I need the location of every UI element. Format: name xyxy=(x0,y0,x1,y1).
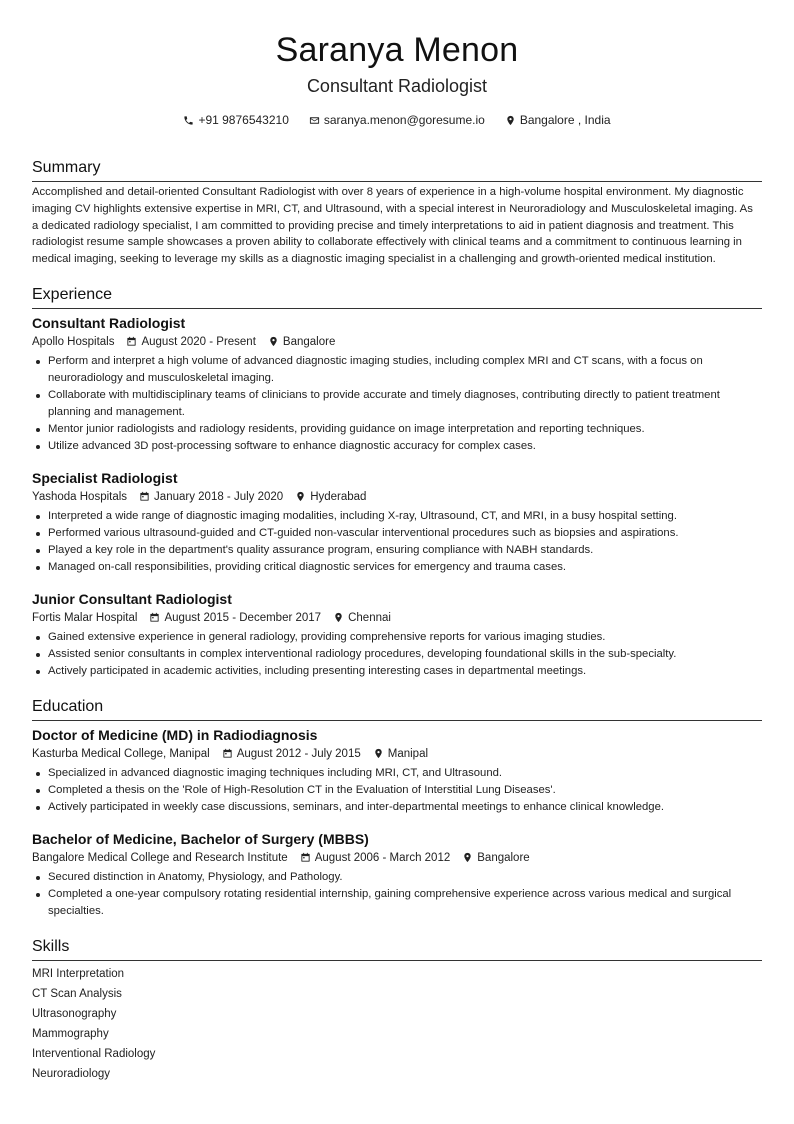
email-text: saranya.menon@goresume.io xyxy=(323,113,485,127)
contact-email[interactable] xyxy=(309,112,485,128)
institution: Kasturba Medical College, Manipal xyxy=(32,747,210,760)
location-text: Manipal xyxy=(387,747,429,760)
contact-phone[interactable] xyxy=(183,112,288,128)
mail-icon xyxy=(309,115,320,126)
location-text: Bangalore xyxy=(282,335,336,348)
education-section xyxy=(32,697,762,920)
bullet-item: Specialized in advanced diagnostic imaging techniques including MRI, CT, and Ultrasound. xyxy=(48,765,762,782)
bullet-item: Played a key role in the department's quality assurance program, ensuring compliance with NABH standards. xyxy=(48,542,762,559)
bullet-item: Collaborate with multidisciplinary teams of clinicians to provide accurate and timely diagnoses, contributing directly to patient treatment planning and management. xyxy=(48,387,762,421)
bullet-item: Utilize advanced 3D post-processing software to enhance diagnostic accuracy for complex cases. xyxy=(48,438,762,455)
location-pin-icon xyxy=(462,852,473,863)
bullet-item: Actively participated in academic activities, including presenting interesting cases in departmental meetings. xyxy=(48,663,762,680)
experience-entry xyxy=(32,314,762,455)
degree-meta xyxy=(32,746,762,762)
education-entry xyxy=(32,726,762,816)
experience-entry xyxy=(32,469,762,576)
bullet-item: Completed a one-year compulsory rotating residential internship, gaining comprehensive experience across various medical and surgical specialties. xyxy=(48,886,762,920)
location-text: Bangalore , India xyxy=(519,113,611,127)
skills-list xyxy=(32,964,762,1084)
dates-text: August 2006 - March 2012 xyxy=(314,851,451,864)
job-title: Consultant Radiologist xyxy=(32,314,186,331)
employer: Yashoda Hospitals xyxy=(32,490,128,503)
bullet-item: Managed on-call responsibilities, providing critical diagnostic services for emergency and trauma cases. xyxy=(48,559,762,576)
summary-section xyxy=(32,158,762,268)
candidate-title: Consultant Radiologist xyxy=(306,76,488,96)
degree-location xyxy=(462,850,529,866)
job-title: Specialist Radiologist xyxy=(32,469,178,486)
job-title: Junior Consultant Radiologist xyxy=(32,590,232,607)
bullet-item: Perform and interpret a high volume of advanced diagnostic imaging studies, including complex MRI and CT scans, with a focus on neuroradiology and musculoskeletal imaging. xyxy=(48,353,762,387)
contact-location xyxy=(505,112,611,128)
degree-location xyxy=(373,746,428,762)
bullet-item: Mentor junior radiologists and radiology residents, providing guidance on image interpretation and reporting techniques. xyxy=(48,421,762,438)
bullet-item: Performed various ultrasound-guided and CT-guided non-vascular interventional procedures such as biopsies and aspirations. xyxy=(48,525,762,542)
job-location xyxy=(268,334,335,350)
location-pin-icon xyxy=(268,336,279,347)
location-text: Hyderabad xyxy=(310,490,367,503)
job-dates xyxy=(126,334,255,350)
bullet-item: Interpreted a wide range of diagnostic imaging modalities, including X-ray, Ultrasound, CT, and MRI, in a busy hospital setting. xyxy=(48,508,762,525)
calendar-icon xyxy=(149,612,160,623)
experience-heading: Experience xyxy=(32,285,762,309)
dates-text: August 2015 - December 2017 xyxy=(164,611,322,624)
job-bullets xyxy=(32,629,762,680)
job-location xyxy=(333,610,391,626)
skills-section xyxy=(32,937,762,1084)
skill-item: Ultrasonography xyxy=(32,1007,117,1020)
job-location xyxy=(295,489,366,505)
job-meta xyxy=(32,610,762,626)
degree-bullets xyxy=(32,869,762,920)
dates-text: August 2020 - Present xyxy=(141,335,256,348)
phone-text: +91 9876543210 xyxy=(198,113,289,127)
contact-row xyxy=(32,112,762,128)
degree-title: Bachelor of Medicine, Bachelor of Surgery (MBBS) xyxy=(32,830,369,847)
experience-section xyxy=(32,285,762,680)
job-meta xyxy=(32,334,762,350)
job-bullets xyxy=(32,353,762,455)
dates-text: August 2012 - July 2015 xyxy=(236,747,361,760)
phone-icon xyxy=(183,115,194,126)
calendar-icon xyxy=(222,748,233,759)
bullet-item: Actively participated in weekly case discussions, seminars, and inter-departmental meetings to enhance clinical knowledge. xyxy=(48,799,762,816)
location-text: Bangalore xyxy=(477,851,530,864)
job-dates xyxy=(139,489,283,505)
employer: Apollo Hospitals xyxy=(32,335,115,348)
bullet-item: Secured distinction in Anatomy, Physiology, and Pathology. xyxy=(48,869,762,886)
resume-header xyxy=(32,30,762,128)
location-pin-icon xyxy=(295,491,306,502)
candidate-name: Saranya Menon xyxy=(275,31,519,69)
employer: Fortis Malar Hospital xyxy=(32,611,138,624)
location-pin-icon xyxy=(505,115,516,126)
summary-text: Accomplished and detail-oriented Consultant Radiologist with over 8 years of experience in a high-volume hospital environment. My diagnostic imaging CV highlights extensive expertise in MRI, CT, and Ultrasound, with a special interest in Neuroradiology and Musculoskeletal imaging. As a dedicated radiology specialist, I am committed to providing precise and timely interpretations to aid in patient diagnosis and treatment. This radiologist resume sample showcases a proven ability to collaborate effectively with clinical teams and a commitment to continuous learning in medical imaging, seeking to leverage my skills as a diagnostic imaging specialist in a challenging and growth-oriented medical institution. xyxy=(32,186,753,266)
summary-heading: Summary xyxy=(32,158,762,182)
skill-item: Interventional Radiology xyxy=(32,1047,156,1060)
location-pin-icon xyxy=(333,612,344,623)
bullet-item: Completed a thesis on the 'Role of High-Resolution CT in the Evaluation of Interstitial Lung Diseases'. xyxy=(48,782,762,799)
calendar-icon xyxy=(300,852,311,863)
education-heading: Education xyxy=(32,697,762,721)
skill-item: MRI Interpretation xyxy=(32,967,125,980)
skill-item: CT Scan Analysis xyxy=(32,987,122,1000)
calendar-icon xyxy=(139,491,150,502)
skill-item: Mammography xyxy=(32,1027,109,1040)
job-meta xyxy=(32,489,762,505)
resume-page xyxy=(32,0,762,1084)
degree-meta xyxy=(32,850,762,866)
calendar-icon xyxy=(126,336,137,347)
dates-text: January 2018 - July 2020 xyxy=(154,490,284,503)
skills-heading: Skills xyxy=(32,937,762,961)
degree-dates xyxy=(300,850,451,866)
institution: Bangalore Medical College and Research Institute xyxy=(32,851,288,864)
skill-item: Neuroradiology xyxy=(32,1067,110,1080)
degree-title: Doctor of Medicine (MD) in Radiodiagnosis xyxy=(32,726,318,743)
education-entry xyxy=(32,830,762,920)
degree-dates xyxy=(222,746,361,762)
experience-entry xyxy=(32,590,762,680)
location-text: Chennai xyxy=(348,611,391,624)
degree-bullets xyxy=(32,765,762,816)
bullet-item: Assisted senior consultants in complex interventional radiology procedures, developing foundational skills in the sub-specialty. xyxy=(48,646,762,663)
job-bullets xyxy=(32,508,762,576)
bullet-item: Gained extensive experience in general radiology, providing comprehensive reports for various imaging studies. xyxy=(48,629,762,646)
location-pin-icon xyxy=(373,748,384,759)
job-dates xyxy=(149,610,321,626)
